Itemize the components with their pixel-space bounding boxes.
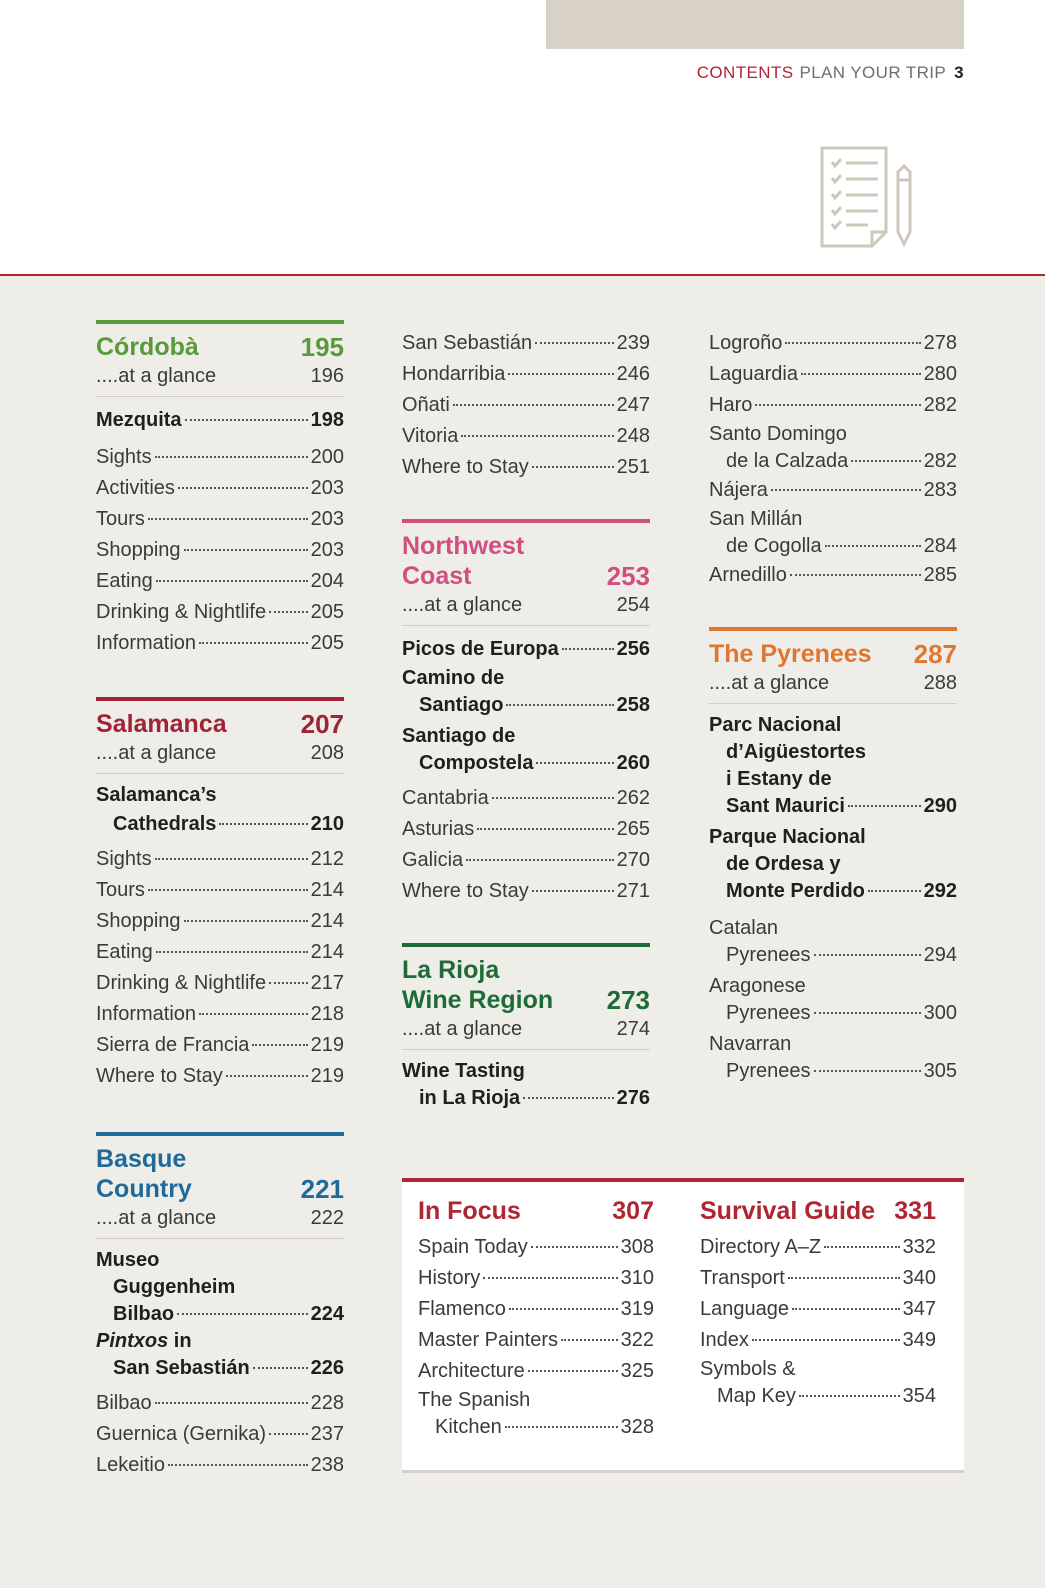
toc-entry: de Cogolla 284	[726, 535, 957, 557]
chapter-page: 207	[300, 709, 344, 739]
toc-entry: Lekeitio 238	[96, 1454, 344, 1476]
chapter-northwest-coast	[402, 519, 650, 907]
toc-entry: Where to Stay 271	[402, 880, 650, 902]
chapter-la-rioja	[402, 943, 650, 1112]
running-head-section: PLAN YOUR TRIP	[799, 63, 947, 82]
toc-entry: Tours 203	[96, 508, 344, 530]
toc-entry: History 310	[418, 1267, 654, 1289]
toc-entry: Pyrenees 300	[726, 1002, 957, 1024]
focus-survival-box	[402, 1178, 964, 1470]
feature-entry: Sant Maurici 290	[726, 795, 957, 817]
feature-entry: Monte Perdido 292	[726, 880, 957, 902]
survival-guide-section	[700, 1194, 936, 1410]
feature-entry-line: Parque Nacional	[709, 826, 866, 848]
feature-entry-line: Museo	[96, 1249, 160, 1271]
toc-entry: Vitoria 248	[402, 425, 650, 447]
toc-entry: de la Calzada 282	[726, 450, 957, 472]
chapter-basque-country	[96, 1132, 344, 1481]
toc-entry: Tours 214	[96, 879, 344, 901]
toc-entry: Galicia 270	[402, 849, 650, 871]
chapter-title: Córdobà	[96, 333, 199, 361]
toc-entry: Drinking & Nightlife 217	[96, 972, 344, 994]
column-1	[96, 320, 344, 1481]
feature-entry-line: de Ordesa y	[726, 853, 841, 875]
top-tab	[546, 0, 964, 49]
glance-label: ....at a glance	[402, 1018, 523, 1040]
feature-entry-line: Guggenheim	[113, 1276, 236, 1298]
toc-entry-line: Catalan	[709, 917, 778, 939]
toc-entry: Shopping 214	[96, 910, 344, 932]
toc-entry: Laguardia 280	[709, 363, 957, 385]
toc-entry: Master Painters 322	[418, 1329, 654, 1351]
toc-entry: Index 349	[700, 1329, 936, 1351]
section-title: In Focus	[418, 1197, 521, 1225]
feature-entry-line: d’Aigüestortes	[726, 741, 867, 763]
toc-entry: Directory A–Z 332	[700, 1236, 936, 1258]
toc-entry: Pyrenees 305	[726, 1060, 957, 1082]
glance-page: 274	[616, 1018, 650, 1040]
chapter-page: 287	[913, 639, 957, 669]
running-head	[697, 63, 964, 83]
toc-entry-line: The Spanish	[418, 1389, 531, 1411]
toc-entry: Haro 282	[709, 394, 957, 416]
toc-entry: Pyrenees 294	[726, 944, 957, 966]
chapter-title: Northwest	[402, 532, 525, 560]
toc-entry: Oñati 247	[402, 394, 650, 416]
chapter-title: La Rioja	[402, 956, 500, 984]
feature-entry-line: i Estany de	[726, 768, 832, 790]
chapter-title-line2: Wine Region	[402, 986, 554, 1014]
toc-entry: Architecture 325	[418, 1360, 654, 1382]
feature-entry-line: Santiago de	[402, 725, 516, 747]
glance-page: 208	[310, 742, 344, 764]
chapter-cordoba	[96, 320, 344, 659]
toc-entry: Logroño 278	[709, 332, 957, 354]
column-3	[709, 328, 957, 1085]
section-page: 331	[894, 1197, 936, 1225]
toc-entry: Nájera 283	[709, 479, 957, 501]
chapter-salamanca	[96, 697, 344, 1092]
feature-entry: Santiago 258	[419, 694, 650, 716]
toc-entry: Map Key 354	[717, 1385, 936, 1407]
toc-entry: Eating 214	[96, 941, 344, 963]
section-title: Survival Guide	[700, 1197, 876, 1225]
glance-label: ....at a glance	[402, 594, 523, 616]
glance-label: ....at a glance	[96, 742, 217, 764]
glance-label: ....at a glance	[96, 1207, 217, 1229]
feature-entry: Picos de Europa 256	[402, 638, 650, 660]
toc-entry: Shopping 203	[96, 539, 344, 561]
toc-entry: Guernica (Gernika) 237	[96, 1423, 344, 1445]
chapter-page: 273	[606, 985, 650, 1015]
chapter-the-pyrenees	[709, 627, 957, 1085]
toc-entry-line: Aragonese	[709, 975, 806, 997]
feature-entry-line: Salamanca’s	[96, 784, 217, 806]
toc-entry: Drinking & Nightlife 205	[96, 601, 344, 623]
checklist-icon	[820, 146, 920, 252]
feature-entry: in La Rioja 276	[419, 1087, 650, 1109]
glance-page: 222	[310, 1207, 344, 1229]
toc-entry: Flamenco 319	[418, 1298, 654, 1320]
toc-entry: Kitchen 328	[435, 1416, 654, 1438]
toc-entry-line: San Millán	[709, 508, 803, 530]
toc-entry-line: Santo Domingo	[709, 423, 847, 445]
toc-entry: Cantabria 262	[402, 787, 650, 809]
chapter-page: 195	[300, 332, 344, 362]
glance-page: 288	[923, 672, 957, 694]
chapter-title: Salamanca	[96, 710, 227, 738]
toc-entry: Information 205	[96, 632, 344, 654]
section-page: 307	[612, 1197, 654, 1225]
feature-entry-line: Wine Tasting	[402, 1060, 525, 1082]
toc-entry: Transport 340	[700, 1267, 936, 1289]
chapter-page: 253	[606, 561, 650, 591]
chapter-title: The Pyrenees	[709, 640, 872, 668]
in-focus-section	[418, 1194, 654, 1441]
glance-page: 196	[310, 365, 344, 387]
glance-page: 254	[616, 594, 650, 616]
toc-entry: Arnedillo 285	[709, 564, 957, 586]
feature-entry: Cathedrals 210	[113, 813, 344, 835]
toc-entry: Sights 200	[96, 446, 344, 468]
running-head-contents: CONTENTS	[696, 63, 794, 82]
feature-entry: Compostela 260	[419, 752, 650, 774]
toc-entry-line: Navarran	[709, 1033, 792, 1055]
column-2	[402, 328, 650, 1112]
feature-entry-line: Camino de	[402, 667, 505, 689]
toc-entry: Language 347	[700, 1298, 936, 1320]
glance-label: ....at a glance	[709, 672, 830, 694]
feature-entry: Mezquita 198	[96, 409, 344, 431]
feature-entry: San Sebastián 226	[113, 1357, 344, 1379]
toc-entry: Sierra de Francia 219	[96, 1034, 344, 1056]
toc-entry: Where to Stay 251	[402, 456, 650, 478]
feature-entry-line: Pintxos in	[96, 1330, 192, 1352]
glance-label: ....at a glance	[96, 365, 217, 387]
toc-entry: Where to Stay 219	[96, 1065, 344, 1087]
toc-entry: Sights 212	[96, 848, 344, 870]
toc-entry: Spain Today 308	[418, 1236, 654, 1258]
toc-entry: Bilbao 228	[96, 1392, 344, 1414]
chapter-title: Basque	[96, 1145, 187, 1173]
feature-entry: Bilbao 224	[113, 1303, 344, 1325]
toc-entry: San Sebastián 239	[402, 332, 650, 354]
chapter-title-line2: Country	[96, 1175, 192, 1203]
toc-entry: Eating 204	[96, 570, 344, 592]
toc-entry: Activities 203	[96, 477, 344, 499]
toc-entry: Hondarribia 246	[402, 363, 650, 385]
chapter-page: 221	[300, 1174, 344, 1204]
feature-entry-line: Parc Nacional	[709, 714, 842, 736]
page-number: 3	[954, 63, 964, 82]
toc-entry-line: Symbols &	[700, 1358, 796, 1380]
toc-entry: Information 218	[96, 1003, 344, 1025]
toc-entry: Asturias 265	[402, 818, 650, 840]
chapter-title-line2: Coast	[402, 562, 472, 590]
